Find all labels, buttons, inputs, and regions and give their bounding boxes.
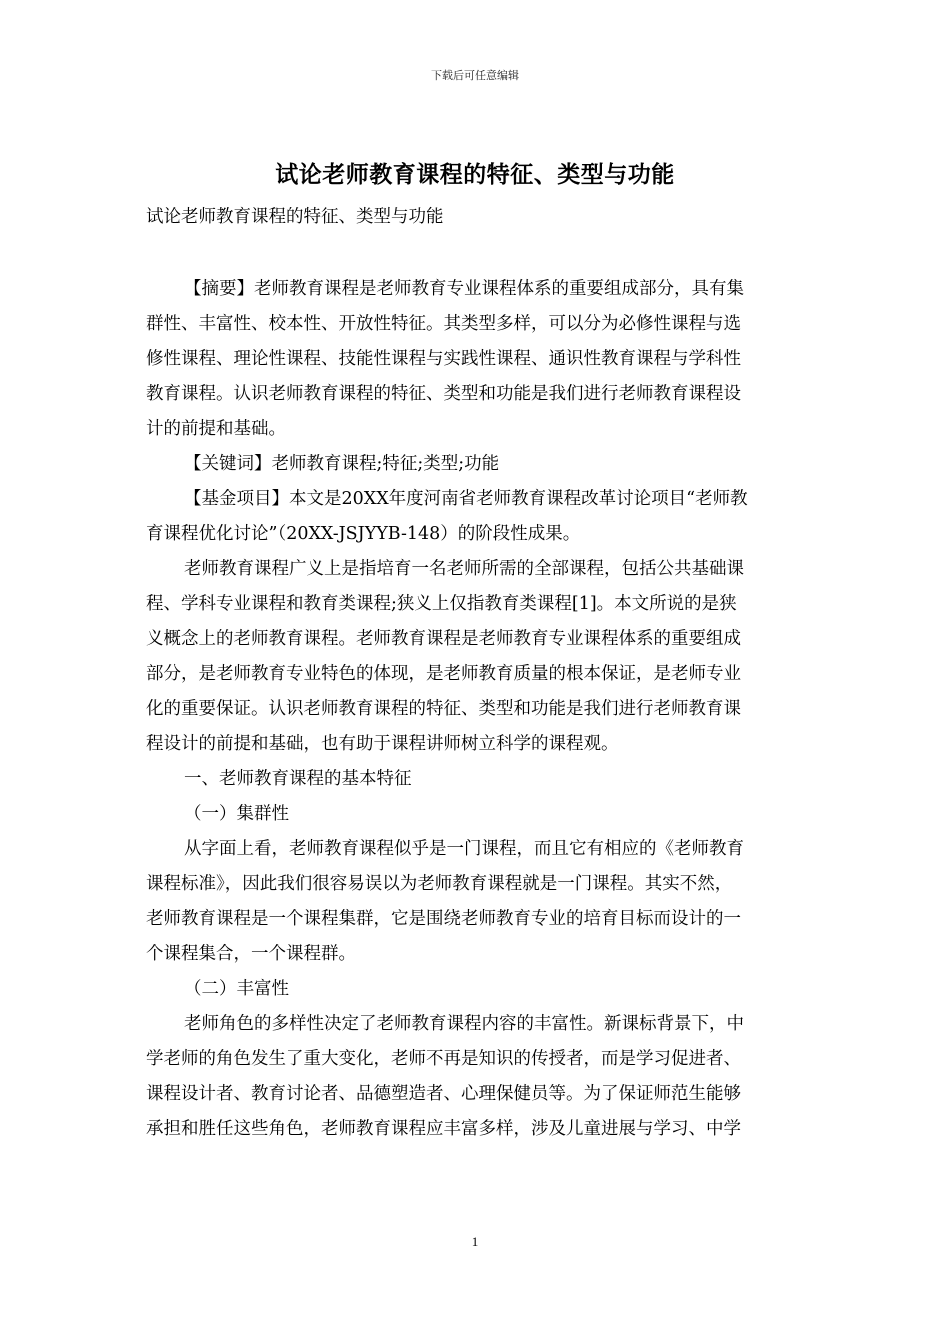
text-line: 育课程优化讨论”（20XX-JSJYYB-148）的阶段性成果。: [146, 524, 581, 544]
fund-paragraph: [146, 482, 810, 552]
text-line: 部分，是老师教育专业特色的体现，是老师教育质量的根本保证，是老师专业: [146, 664, 741, 684]
subtitle-line: 试论老师教育课程的特征、类型与功能: [146, 207, 444, 227]
text-line: 【摘要】老师教育课程是老师教育专业课程体系的重要组成部分，具有集: [184, 279, 744, 299]
document-body: [146, 200, 810, 1147]
subsection-heading: （一）集群性: [184, 804, 289, 824]
text-line: 教育课程。认识老师教育课程的特征、类型和功能是我们进行老师教育课程设: [146, 384, 741, 404]
text-line: 义概念上的老师教育课程。老师教育课程是老师教育专业课程体系的重要组成: [146, 629, 741, 649]
page-title: 试论老师教育课程的特征、类型与功能: [275, 162, 675, 188]
section-heading: 一、老师教育课程的基本特征: [184, 769, 412, 789]
intro-paragraph: [146, 552, 810, 762]
text-line: 学老师的角色发生了重大变化，老师不再是知识的传授者，而是学习促进者、: [146, 1049, 741, 1069]
text-line: 老师教育课程是一个课程集群，它是围绕老师教育专业的培育目标而设计的一: [146, 909, 741, 929]
keywords-line: 【关键词】老师教育课程;特征;类型;功能: [184, 454, 500, 474]
text-line: 化的重要保证。认识老师教育课程的特征、类型和功能是我们进行老师教育课: [146, 699, 741, 719]
text-line: 群性、丰富性、校本性、开放性特征。其类型多样，可以分为必修性课程与选: [146, 314, 741, 334]
text-line: 老师教育课程广义上是指培育一名老师所需的全部课程，包括公共基础课: [184, 559, 744, 579]
text-line: 从字面上看，老师教育课程似乎是一门课程，而且它有相应的《老师教育: [184, 839, 744, 859]
page-number: 1: [471, 1234, 479, 1249]
text-line: 程设计的前提和基础，也有助于课程讲师树立科学的课程观。: [146, 734, 619, 754]
sub2-paragraph: [146, 1007, 810, 1147]
text-line: 课程设计者、教育讨论者、品德塑造者、心理保健员等。为了保证师范生能够: [146, 1084, 741, 1104]
spacer: [146, 235, 810, 272]
abstract-paragraph: [146, 272, 810, 447]
text-line: 课程标准》，因此我们很容易误以为老师教育课程就是一门课程。其实不然，: [146, 874, 733, 894]
text-line: 计的前提和基础。: [146, 419, 286, 439]
text-line: 【基金项目】本文是20XX年度河南省老师教育课程改革讨论项目“老师教: [184, 489, 748, 509]
header-note: 下载后可任意编辑: [431, 69, 519, 82]
text-line: 承担和胜任这些角色，老师教育课程应丰富多样，涉及儿童进展与学习、中学: [146, 1119, 741, 1139]
text-line: 老师角色的多样性决定了老师教育课程内容的丰富性。新课标背景下，中: [184, 1014, 744, 1034]
sub1-paragraph: [146, 832, 810, 972]
text-line: 程、学科专业课程和教育类课程;狭义上仅指教育类课程[1]。本文所说的是狭: [146, 594, 737, 614]
text-line: 个课程集合，一个课程群。: [146, 944, 356, 964]
subsection-heading: （二）丰富性: [184, 979, 289, 999]
text-line: 修性课程、理论性课程、技能性课程与实践性课程、通识性教育课程与学科性: [146, 349, 741, 369]
